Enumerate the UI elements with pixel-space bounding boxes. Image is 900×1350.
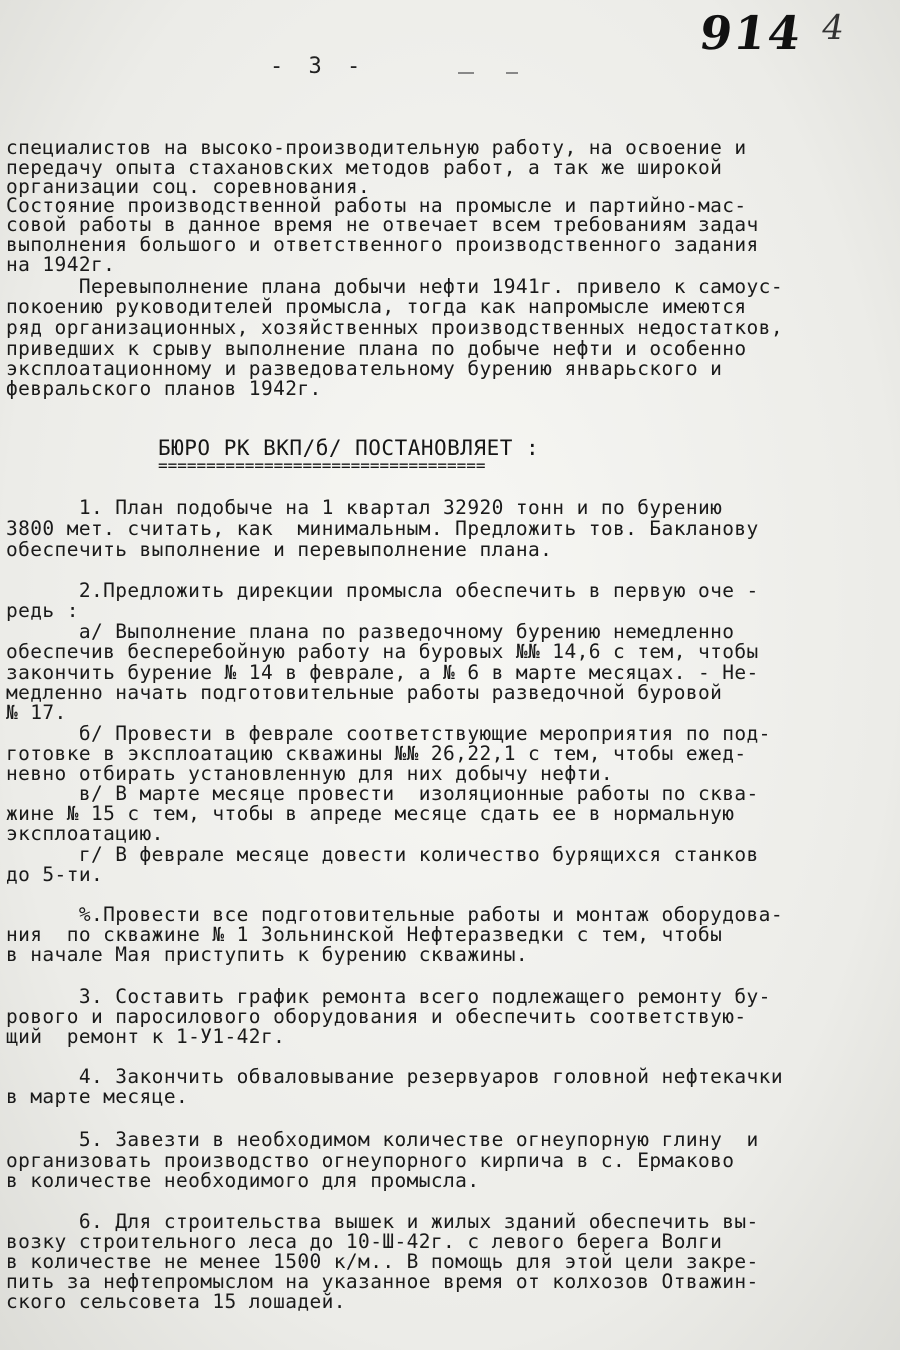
archive-number-handwritten: 914 [696,6,806,60]
stray-mark [458,72,474,74]
text-line: рового и паросилового оборудования и обеспечить соответствую- [6,1005,747,1028]
text-line: обеспечив бесперебойную работу на буровых №№ 14,6 с тем, чтобы [6,640,759,663]
text-line: ского сельсовета 15 лошадей. [6,1290,346,1313]
text-line: в количестве не менее 1500 к/м.. В помощь для этой цели закре- [6,1250,759,1273]
text-line: до 5-ти. [6,863,104,886]
text-line: в количестве необходимого для промысла. [6,1169,480,1192]
text-line: на 1942г. [6,253,116,276]
text-line: выполнения большого и ответственного производственного задания [6,233,759,256]
text-line: 6. Для строительства вышек и жилых зданий обеспечить вы- [6,1210,759,1233]
text-line: специалистов на высоко-производительную работу, на освоение и [6,136,747,159]
text-line: редь : [6,599,79,622]
archive-sheet-handwritten: 4 [818,8,848,48]
resolution-heading: БЮРО РК ВКП/б/ ПОСТАНОВЛЯЕТ : [158,436,540,460]
text-line: 4. Закончить обваловывание резервуаров головной нефтекачки [6,1065,783,1088]
text-line: передачу опыта стахановских методов работ, а так же широкой [6,156,723,179]
text-line: возку строительного леса до 10-Ш-42г. с левого берега Волги [6,1230,723,1253]
text-line: пить за нефтепромыслом на указанное время от колхозов Отважин- [6,1270,759,1293]
text-line: Состояние производственной работы на промысле и партийно-мас- [6,194,747,217]
text-line: закончить бурение № 14 в феврале, а № 6 в марте месяцах. - Не- [6,661,759,684]
text-line: в марте месяце. [6,1085,189,1108]
text-line: щий ремонт к 1-У1-42г. [6,1025,286,1048]
text-line: 1. План подобыче на 1 квартал 32920 тонн и по бурению [6,496,723,519]
text-line: приведших к срыву выполнение плана по добыче нефти и особенно [6,337,747,360]
text-line: 3. Составить график ремонта всего подлежащего ремонту бу- [6,985,771,1008]
text-line: в начале Мая приступить к бурению скважины. [6,943,529,966]
text-line: организовать производство огнеупорного кирпича в с. Ермаково [6,1149,735,1172]
text-line: б/ Провести в феврале соответствующие мероприятия по под- [6,722,771,745]
text-line: эксплоатацию. [6,822,164,845]
text-line: в/ В марте месяце провести изоляционные работы по сква- [6,782,759,805]
text-line: Перевыполнение плана добычи нефти 1941г. привело к самоус- [6,275,783,298]
text-line: покоению руководителей промысла, тогда как напромысле имеются [6,295,747,318]
text-line: а/ Выполнение плана по разведочному бурению немедленно [6,620,735,643]
stray-mark [506,72,518,74]
text-line: № 17. [6,701,67,724]
text-line: %.Провести все подготовительные работы и монтаж оборудова- [6,903,783,926]
page-number: - 3 - [270,54,367,79]
heading-underline: ================================== [158,456,486,475]
text-line: г/ В феврале месяце довести количество бурящихся станков [6,843,759,866]
text-line: эксплоатационному и разведовательному бурению январьского и [6,357,723,380]
text-line: ния по скважине № 1 Зольнинской Нефтеразведки с тем, чтобы [6,923,723,946]
text-line: 3800 мет. считать, как минимальным. Предложить тов. Бакланову [6,517,759,540]
text-line: 2.Предложить дирекции промысла обеспечить в первую оче - [6,579,759,602]
text-line: ряд организационных, хозяйственных производственных недостатков, [6,316,783,339]
text-line: готовке в эксплоатацию скважины №№ 26,22,1 с тем, чтобы ежед- [6,742,747,765]
text-line: невно отбирать установленную для них добычу нефти. [6,762,613,785]
text-line: медленно начать подготовительные работы разведочной буровой [6,681,723,704]
text-line: 5. Завезти в необходимом количестве огнеупорную глину и [6,1128,759,1151]
text-line: организации соц. соревнования. [6,175,371,198]
text-line: жине № 15 с тем, чтобы в апреде месяце сдать ее в нормальную [6,802,735,825]
text-line: совой работы в данное время не отвечает всем требованиям задач [6,213,759,236]
text-line: февральского планов 1942г. [6,377,322,400]
text-line: обеспечить выполнение и перевыполнение плана. [6,538,553,561]
